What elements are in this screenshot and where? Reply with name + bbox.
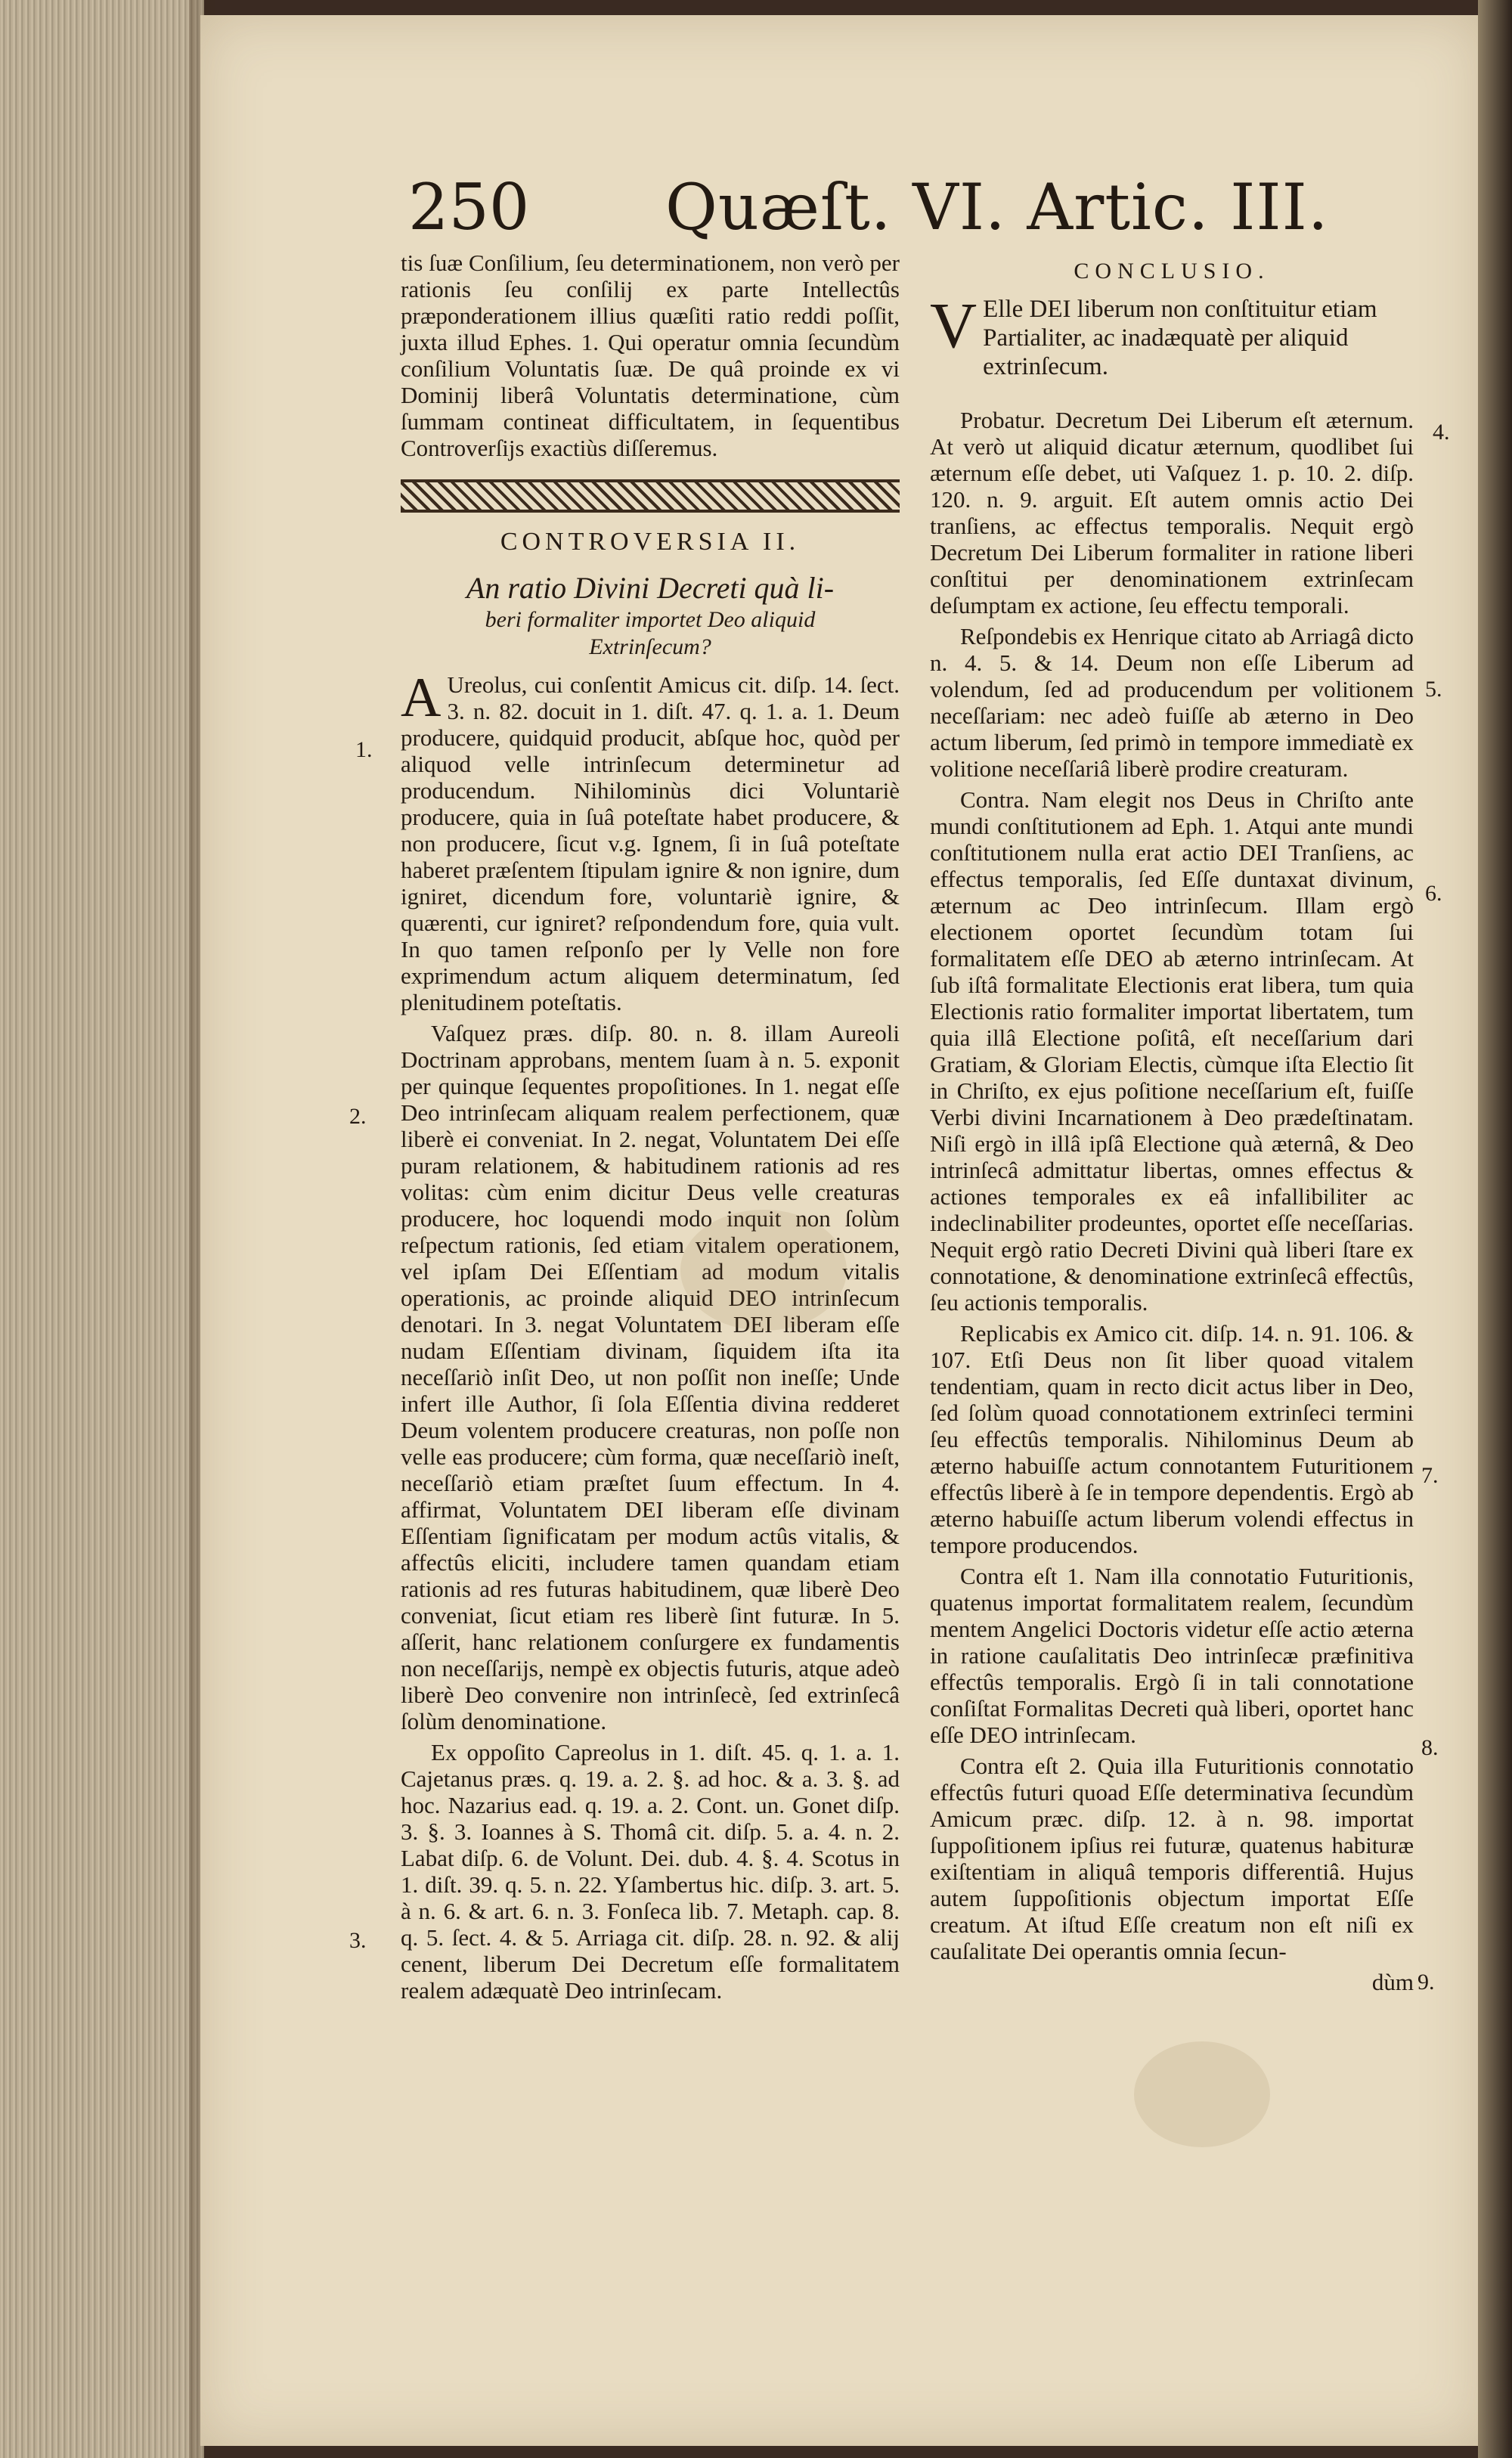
paragraph-6: Contra. Nam elegit nos Deus in Chriſto ante mundi conſtitutionem ad Eph. 1. Atqui ante mundi conſtitutionem nulla erat actio DEI Tranſiens, ac effectus temporalis, ſed Eſſe duntaxat divinum, æternum ac Deo intrinſecum. Illam ergò electionem oportet ſecundùm totam ſui formalitatem eſſe DEO ab æterno intrinſecam. At ſub iſtâ formalitate Electionis erat libera, tum quia Electionis ratio formaliter importat libertatem, tum quia illâ Electione poſitâ, eſt neceſſarium dari Gratiam, & Gloriam Electis, cùmque iſta Electio ſit in Chriſto, ex ejus poſitione neceſſarium eſt, fuiſſe Verbi divini Incarnationem à Deo prædeſtinatam. Niſi ergò in illâ ipſâ Electione quà æternâ, & Deo intrinſecâ admittatur libertas, omnes effectus & actiones temporales ex eâ infallibiliter ac indeclinabiliter prodeuntes, oportet eſſe neceſſarias. Nequit ergò ratio Decreti Divini quà liberi ſtare ex connotatione, & denominatione extrinſecâ effectûs, ſeu actionis temporalis.: [930, 786, 1414, 1316]
margin-number-2: 2.: [349, 1104, 367, 1129]
margin-number-1: 1.: [355, 737, 373, 762]
paragraph-3: Ex oppoſito Capreolus in 1. diſt. 45. q. 1. a. 1. Cajetanus præs. q. 19. a. 2. §. ad hoc. & a. 3. §. ad hoc. Nazarius ead. q. 19. a. 2. Cont. un. Gonet diſp. 3. §. 3. Ioannes à S. Thomâ cit. diſp. 5. a. 4. n. 2. Labat diſp. 6. de Volunt. Dei. dub. 4. §. 4. Scotus in 1. diſt. 39. q. 5. n. 22. Yſambertus hic. diſp. 3. art. 5. à n. 6. & art. 6. n. 3. Fonſeca lib. 7. Metaph. cap. 8. q. 5. ſect. 4. & 5. Arriaga cit. diſp. 28. n. 92. & alij cenent, liberum Dei Decretum eſſe formalitatem realem adæquatè Deo intrinſecam.: [401, 1739, 900, 2004]
paper-stain: [680, 1210, 847, 1331]
question-line-3: Extrinſecum?: [589, 634, 711, 659]
controversia-heading: CONTROVERSIA II.: [500, 528, 801, 556]
conclusio-heading: CONCLUSIO.: [1074, 259, 1270, 284]
running-title: Quæſt. VI. Artic. III.: [665, 170, 1329, 244]
margin-number-9: 9.: [1418, 1970, 1435, 1995]
margin-number-7: 7.: [1421, 1463, 1439, 1488]
left-column: [401, 250, 900, 2008]
paragraph-7: Replicabis ex Amico cit. diſp. 14. n. 91. 106. & 107. Etſi Deus non ſit liber quoad vitalem tendentiam, quam in recto dicit actus liber in Deo, ſed ſolùm quoad connotationem extrinſeci termini ſeu effectûs temporalis. Nihilominus Deum ab æterno habuiſſe actum connotantem Futuritionem effectûs liberè à ſe in tempore dependentis. Ergò ab æterno habuiſſe actum liberum volendi effectus in tempore producendos.: [930, 1320, 1414, 1558]
ornamental-rule: [401, 479, 900, 513]
paragraph-8: Contra eſt 1. Nam illa connotatio Futuritionis, quatenus importat formalitatem realem, ſecundùm mentem Angelici Doctoris videtur eſſe actio æterna in ratione cauſalitatis Deo intrinſecæ præfinitiva effectûs temporalis. Ergò ſi in tali connotatione conſiſtat Formalitas Decreti quà liberi, oportet hanc eſſe DEO intrinſecam.: [930, 1563, 1414, 1748]
margin-number-4: 4.: [1433, 420, 1450, 445]
paper-stain: [1134, 2041, 1270, 2147]
question-line-1: An ratio Divini Decreti quà li-: [466, 571, 835, 605]
right-column: [930, 250, 1414, 2000]
margin-number-8: 8.: [1421, 1735, 1439, 1760]
paragraph-1: [401, 667, 900, 1015]
margin-number-3: 3.: [349, 1928, 367, 1953]
conclusio-text: Elle DEI liberum non conſtituitur etiam Partialiter, ac inadæquatè per aliquid extrinſecum.: [983, 296, 1377, 380]
paragraph-4: Probatur. Decretum Dei Liberum eſt æternum. At verò ut aliquid dicatur æternum, quodlibet ſui æternum eſſe debet, uti Vaſquez 1. p. 10. 2. diſp. 120. n. 9. arguit. Eſt autem omnis actio Dei tranſiens, ac effectus temporalis. Nequit ergò Decretum Dei Liberum formaliter in ratione liberi conſtitui per denominationem extrinſecam deſumptam ex actione, ſeu effectu temporali.: [930, 407, 1414, 618]
intro-paragraph: tis ſuæ Conſilium, ſeu determinationem, non verò per rationis ſeu conſilij ex parte Intellectûs præponderationem illius quæſiti ratio reddi poſſit, juxta illud Ephes. 1. Qui operatur omnia ſecundùm conſilium Voluntatis ſuæ. De quâ proinde ex vi Dominij liberâ Voluntatis determinatione, cùm ſummam contineat difficultatem, in ſequentibus Controverſijs exactiùs diſſeremus.: [401, 250, 900, 461]
conclusio-statement: [930, 289, 1414, 381]
drop-cap-v: V: [930, 289, 978, 361]
running-head: [408, 170, 1329, 253]
margin-number-6: 6.: [1425, 881, 1442, 906]
question-line-2: beri formaliter importet Deo aliquid: [485, 607, 816, 632]
paragraph-2: Vaſquez præs. diſp. 80. n. 8. illam Aureoli Doctrinam approbans, mentem ſuam à n. 5. exponit per quinque ſequentes propoſitiones. In 1. negat eſſe Deo intrinſecam aliquam realem perfectionem, quæ liberè ei conveniat. In 2. negat, Voluntatem Dei eſſe puram relationem, & habitudinem rationis ad res volitas: cùm enim dicitur Deus velle creaturas producere, hoc loquendi modo inquit non ſolùm reſpectum rationis, ſed etiam vitalem operationem, vel ipſam Dei Eſſentiam ad modum vitalis operationis, ac proinde aliquid DEO intrinſecum denotari. In 3. negat Voluntatem DEI liberam eſſe nudam Eſſentiam divinam, ſiquidem iſta ita neceſſariò inſit Deo, ut non poſſit non ineſſe; Unde infert ille Author, ſi ſola Eſſentia divina redderet Deum volentem producere creaturas, non poſſe non velle eas producere; cùm forma, quæ neceſſariò ineſt, neceſſariò etiam præſtet ſuum effectum. In 4. affirmat, Voluntatem DEI liberam eſſe divinam Eſſentiam ſignificatam per modum actûs vitalis, & affectûs eliciti, includere tamen quandam etiam rationis ad res futuras habitudinem, quæ liberè Deo conveniat, ſicut etiam res liberè ſint futuræ. In 5. aſſerit, hanc relationem conſurgere ex fundamentis non neceſſarijs, nempè ex objectis futuris, atque adeò liberè Deo convenire non intrinſecè, ſed extrinſecâ ſolùm denominatione.: [401, 1020, 900, 1734]
question-heading: [401, 570, 900, 661]
page-number: 250: [408, 170, 530, 244]
gutter-shadow: [1478, 0, 1512, 2458]
paragraph-5: Reſpondebis ex Henrique citato ab Arriagâ dicto n. 4. 5. & 14. Deum non eſſe Liberum ad volendum, ſed ad producendum per volitionem neceſſariam: nec adeò fuiſſe ab æterno in Deo actum liberum, ſed primò in tempore immediatè ex volitione neceſſariâ liberè prodire creaturam.: [930, 623, 1414, 782]
catchword: dùm: [1371, 1969, 1414, 1995]
book-page-edges: [0, 0, 204, 2458]
paragraph-1-text: Ureolus, cui conſentit Amicus cit. diſp. 14. ſect. 3. n. 82. docuit in 1. diſt. 47. q. 1. a. 1. Deum producere, quidquid producit, abſque hoc, quòd per aliquod velle intrinſecum determinetur ad producendum. Nihilominùs dici Voluntariè producere, quia in ſuâ poteſtate habet producere, & non producere, ſicut v.g. Ignem, ſi in ſuâ poteſtate haberet præſentem ſtipulam ignire & non ignire, dum igniret, dicendum fore, voluntariè ignire, & quærenti, cur igniret? reſpondendum fore, quia vult. In quo tamen reſponſo per ly Velle non fore exprimendum actum aliquem determinatum, ſed plenitudinem poteſtatis.: [401, 671, 900, 1015]
paragraph-9: Contra eſt 2. Quia illa Futuritionis connotatio effectûs futuri quoad Eſſe determinativa ſecundùm Amicum præc. diſp. 12. à n. 98. importat ſuppoſitionem ipſius rei futuræ, quatenus habituræ exiſtentiam in aliquâ temporis differentiâ. Hujus autem ſuppoſitionis objectum importat Eſſe creatum. At iſtud Eſſe creatum non eſt niſi ex cauſalitate Dei operantis omnia ſecun-: [930, 1753, 1414, 1964]
margin-number-5: 5.: [1425, 677, 1442, 702]
drop-cap: A: [401, 667, 442, 729]
